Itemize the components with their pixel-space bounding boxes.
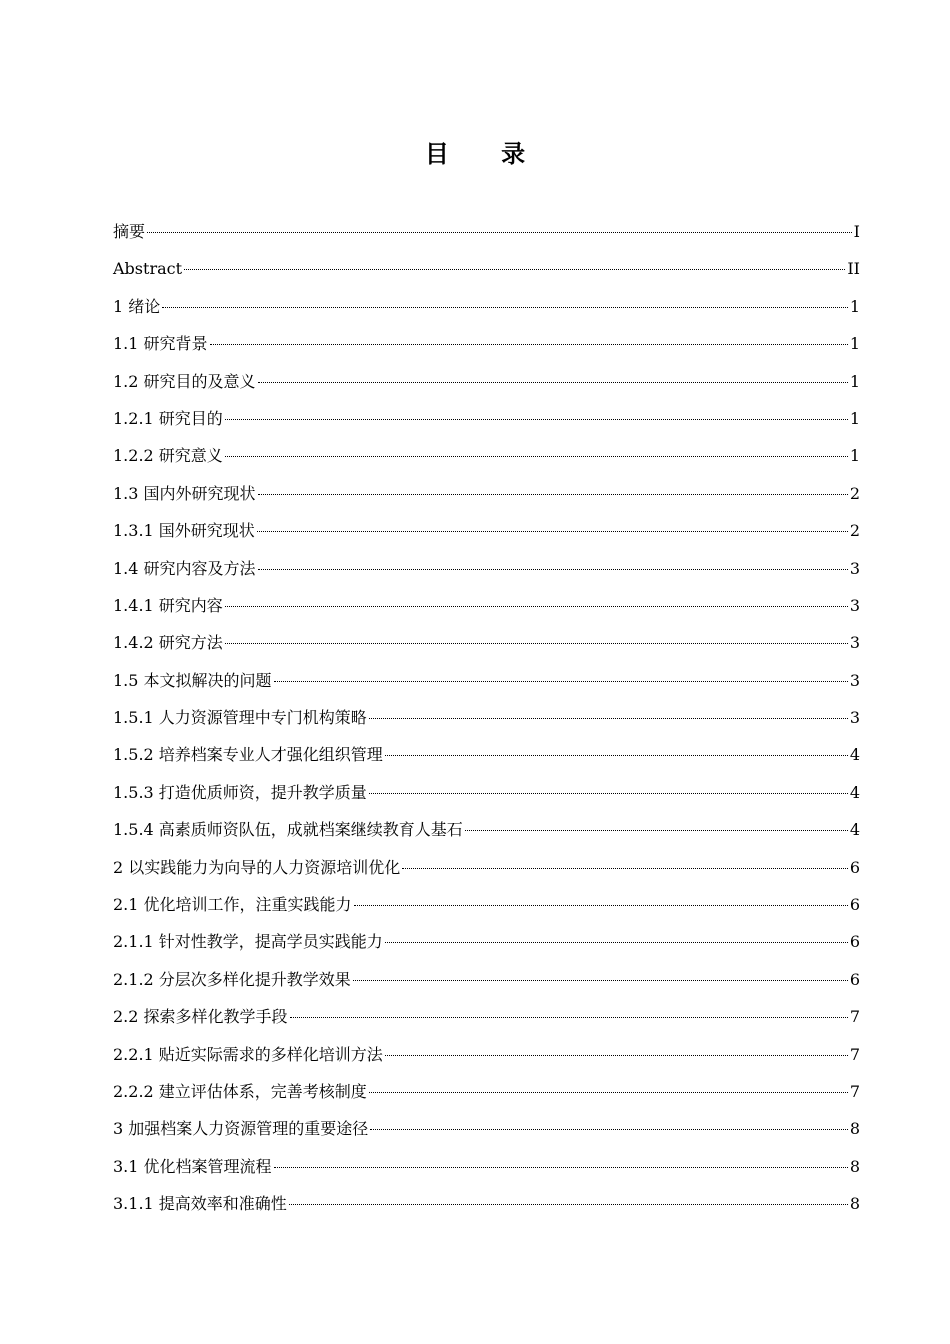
toc-entry-page: 3 xyxy=(849,595,860,615)
toc-dot-leader xyxy=(225,606,848,607)
toc-entry-title: 2.2.1 贴近实际需求的多样化培训方法 xyxy=(113,1044,383,1064)
toc-entry-page: 7 xyxy=(849,1007,860,1027)
toc-entry-page: 3 xyxy=(849,633,860,653)
toc-dot-leader xyxy=(354,905,848,906)
toc-entry-page: 1 xyxy=(849,408,860,428)
toc-entry-title: 1.5.1 人力资源管理中专门机构策略 xyxy=(113,708,367,728)
toc-entry-page: 8 xyxy=(849,1156,860,1176)
toc-dot-leader xyxy=(258,382,848,383)
toc-entry-title: 1.5.4 高素质师资队伍，成就档案继续教育人基石 xyxy=(113,820,463,840)
toc-entry-title: 1.2.2 研究意义 xyxy=(113,446,223,466)
toc-dot-leader xyxy=(402,868,848,869)
toc-entry-page: 1 xyxy=(849,296,860,316)
toc-entry[interactable] xyxy=(113,288,860,325)
toc-entry[interactable] xyxy=(113,512,860,549)
toc-entry-page: 3 xyxy=(849,670,860,690)
toc-entry-title: 1.3 国内外研究现状 xyxy=(113,483,256,503)
toc-dot-leader xyxy=(290,1017,848,1018)
toc-dot-leader xyxy=(162,307,848,308)
page-title: 目 录 xyxy=(424,140,548,169)
toc-dot-leader xyxy=(225,419,848,420)
toc-dot-leader xyxy=(210,344,848,345)
toc-entry-page: I xyxy=(853,222,860,241)
toc-entry-page: II xyxy=(847,259,860,279)
toc-entry-page: 1 xyxy=(849,371,860,391)
toc-entry[interactable] xyxy=(113,923,860,960)
toc-entry-title: 2.2.2 建立评估体系，完善考核制度 xyxy=(113,1081,367,1101)
toc-dot-leader xyxy=(257,531,848,532)
toc-entry[interactable] xyxy=(113,325,860,362)
toc-dot-leader xyxy=(385,755,848,756)
toc-entry[interactable] xyxy=(113,475,860,512)
toc-dot-leader xyxy=(225,456,848,457)
toc-dot-leader xyxy=(225,643,848,644)
toc-entry-title: 2.2 探索多样化教学手段 xyxy=(113,1007,288,1027)
toc-entry[interactable] xyxy=(113,1185,860,1222)
toc-entry[interactable] xyxy=(113,400,860,437)
toc-entry-page: 7 xyxy=(849,1081,860,1101)
toc-entry-title: 摘要 xyxy=(113,222,146,241)
toc-entry-title: 3 加强档案人力资源管理的重要途径 xyxy=(113,1119,369,1139)
toc-entry-page: 1 xyxy=(849,446,860,466)
toc-entry-page: 3 xyxy=(849,558,860,578)
toc-entry[interactable] xyxy=(113,849,860,886)
toc-dot-leader xyxy=(353,980,848,981)
toc-entry[interactable] xyxy=(113,774,860,811)
toc-dot-leader xyxy=(289,1204,848,1205)
toc-dot-leader xyxy=(258,569,848,570)
toc-entry[interactable] xyxy=(113,550,860,587)
toc-entry-title: 3.1 优化档案管理流程 xyxy=(113,1156,272,1176)
toc-entry[interactable] xyxy=(113,587,860,624)
toc-dot-leader xyxy=(274,1167,848,1168)
toc-entry[interactable] xyxy=(113,250,860,287)
toc-entry-title: 1.4.1 研究内容 xyxy=(113,595,223,615)
toc-entry-page: 8 xyxy=(849,1194,860,1214)
toc-entry-title: 2.1.1 针对性教学，提高学员实践能力 xyxy=(113,932,383,952)
toc-entry-title: 1.1 研究背景 xyxy=(113,334,208,354)
toc-dot-leader xyxy=(369,718,848,719)
toc-entry[interactable] xyxy=(113,662,860,699)
toc-entry[interactable] xyxy=(113,624,860,661)
toc-entry-page: 2 xyxy=(849,521,860,541)
table-of-contents xyxy=(113,213,860,1223)
toc-entry-page: 6 xyxy=(849,895,860,915)
toc-dot-leader xyxy=(147,232,852,233)
toc-entry[interactable] xyxy=(113,811,860,848)
toc-entry[interactable] xyxy=(113,886,860,923)
toc-entry-title: 1.3.1 国外研究现状 xyxy=(113,521,255,541)
toc-entry-title: 1.4 研究内容及方法 xyxy=(113,558,256,578)
toc-entry-page: 6 xyxy=(849,857,860,877)
toc-entry-title: 2 以实践能力为向导的人力资源培训优化 xyxy=(113,857,401,877)
toc-entry-page: 7 xyxy=(849,1044,860,1064)
toc-entry-title: 2.1 优化培训工作，注重实践能力 xyxy=(113,895,352,915)
toc-dot-leader xyxy=(184,269,845,270)
toc-entry[interactable] xyxy=(113,1036,860,1073)
toc-dot-leader xyxy=(370,1129,848,1130)
toc-dot-leader xyxy=(465,830,848,831)
toc-entry[interactable] xyxy=(113,437,860,474)
toc-dot-leader xyxy=(369,793,848,794)
toc-entry[interactable] xyxy=(113,363,860,400)
toc-entry-title: Abstract xyxy=(113,259,183,279)
toc-entry[interactable] xyxy=(113,1148,860,1185)
toc-entry-page: 2 xyxy=(849,483,860,503)
toc-entry-page: 4 xyxy=(849,745,860,765)
toc-entry-title: 1 绪论 xyxy=(113,296,161,316)
toc-dot-leader xyxy=(385,942,848,943)
toc-entry-title: 1.4.2 研究方法 xyxy=(113,633,223,653)
toc-entry-page: 6 xyxy=(849,969,860,989)
toc-dot-leader xyxy=(369,1092,848,1093)
toc-entry[interactable] xyxy=(113,1073,860,1110)
toc-entry-title: 3.1.1 提高效率和准确性 xyxy=(113,1194,287,1214)
toc-dot-leader xyxy=(385,1055,848,1056)
toc-entry-page: 3 xyxy=(849,708,860,728)
toc-entry-title: 1.2.1 研究目的 xyxy=(113,408,223,428)
toc-entry[interactable] xyxy=(113,699,860,736)
toc-dot-leader xyxy=(274,681,848,682)
toc-entry-title: 1.5 本文拟解决的问题 xyxy=(113,670,272,690)
toc-entry[interactable] xyxy=(113,213,860,250)
toc-entry-page: 4 xyxy=(849,782,860,802)
toc-entry-title: 1.5.3 打造优质师资，提升教学质量 xyxy=(113,782,367,802)
toc-entry[interactable] xyxy=(113,998,860,1035)
toc-entry-page: 8 xyxy=(849,1119,860,1139)
toc-entry[interactable] xyxy=(113,736,860,773)
toc-entry[interactable] xyxy=(113,1110,860,1147)
toc-dot-leader xyxy=(258,494,848,495)
toc-entry[interactable] xyxy=(113,961,860,998)
toc-entry-page: 1 xyxy=(849,334,860,354)
toc-entry-title: 2.1.2 分层次多样化提升教学效果 xyxy=(113,969,351,989)
toc-entry-page: 4 xyxy=(849,820,860,840)
toc-entry-title: 1.5.2 培养档案专业人才强化组织管理 xyxy=(113,745,383,765)
toc-entry-title: 1.2 研究目的及意义 xyxy=(113,371,256,391)
toc-entry-page: 6 xyxy=(849,932,860,952)
